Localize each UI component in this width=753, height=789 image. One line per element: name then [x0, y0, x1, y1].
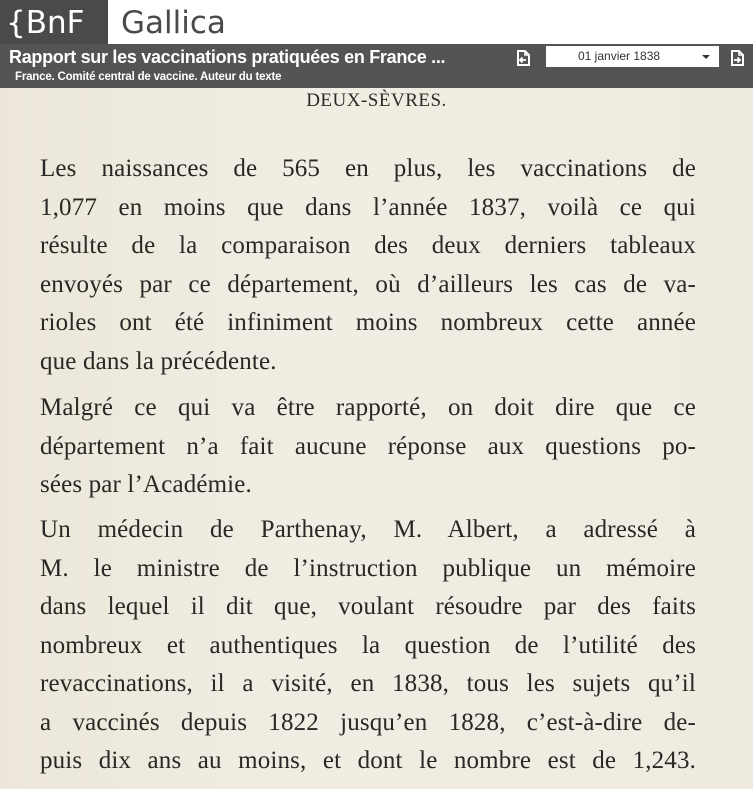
text-line: rioles ont été infiniment moins nombreux cette année: [40, 309, 696, 336]
text-line: sées par l’Académie.: [40, 471, 252, 498]
text-line: 1,077 en moins que dans l’année 1837, voilà ce qui: [40, 193, 696, 221]
text-line: a vaccinés depuis 1822 jusqu’en 1828, c’est-à-dire de-: [40, 708, 696, 736]
chevron-down-icon[interactable]: [702, 55, 710, 59]
top-bar: [0, 0, 753, 44]
next-page-icon[interactable]: [728, 48, 748, 68]
text-line: département n’a fait aucune réponse aux questions po-: [40, 432, 696, 460]
text-line: Les naissances de 565 en plus, les vaccinations de: [40, 155, 696, 182]
date-select[interactable]: [546, 46, 719, 67]
document-title: Rapport sur les vaccinations pratiquées en France ...: [9, 47, 446, 67]
paragraph-2: [40, 389, 696, 505]
previous-page-icon[interactable]: [513, 48, 533, 68]
text-line: résulte de la comparaison des deux derniers tableaux: [40, 232, 696, 259]
text-line: Un médecin de Parthenay, M. Albert, a adressé à: [40, 516, 696, 543]
text-line: puis dix ans au moins, et dont le nombre est de 1,243.: [40, 747, 696, 774]
paragraph-1: [40, 150, 696, 381]
gallica-logo[interactable]: Gallica: [121, 5, 226, 41]
text-line: nombreux et authentiques la question de l’utilité des: [40, 631, 696, 659]
paragraph-3: [40, 511, 696, 781]
text-line: Malgré ce qui va être rapporté, on doit dire que ce: [40, 394, 696, 421]
running-head: DEUX-SÈVRES.: [306, 90, 447, 111]
date-select-value: 01 janvier 1838: [578, 49, 661, 63]
document-page: [0, 88, 753, 789]
document-author: France. Comité central de vaccine. Auteur du texte: [15, 71, 282, 83]
text-line: dans lequel il dit que, voulant résoudre par des faits: [40, 593, 696, 620]
text-line: envoyés par ce département, où d’ailleurs les cas de va-: [40, 270, 696, 298]
text-line: que dans la précédente.: [40, 347, 277, 375]
text-line: revaccinations, il a visité, en 1838, tous les sujets qu’il: [40, 670, 696, 697]
bnf-logo[interactable]: {BnF: [0, 0, 108, 46]
text-line: M. le ministre de l’instruction publique un mémoire: [40, 554, 696, 582]
